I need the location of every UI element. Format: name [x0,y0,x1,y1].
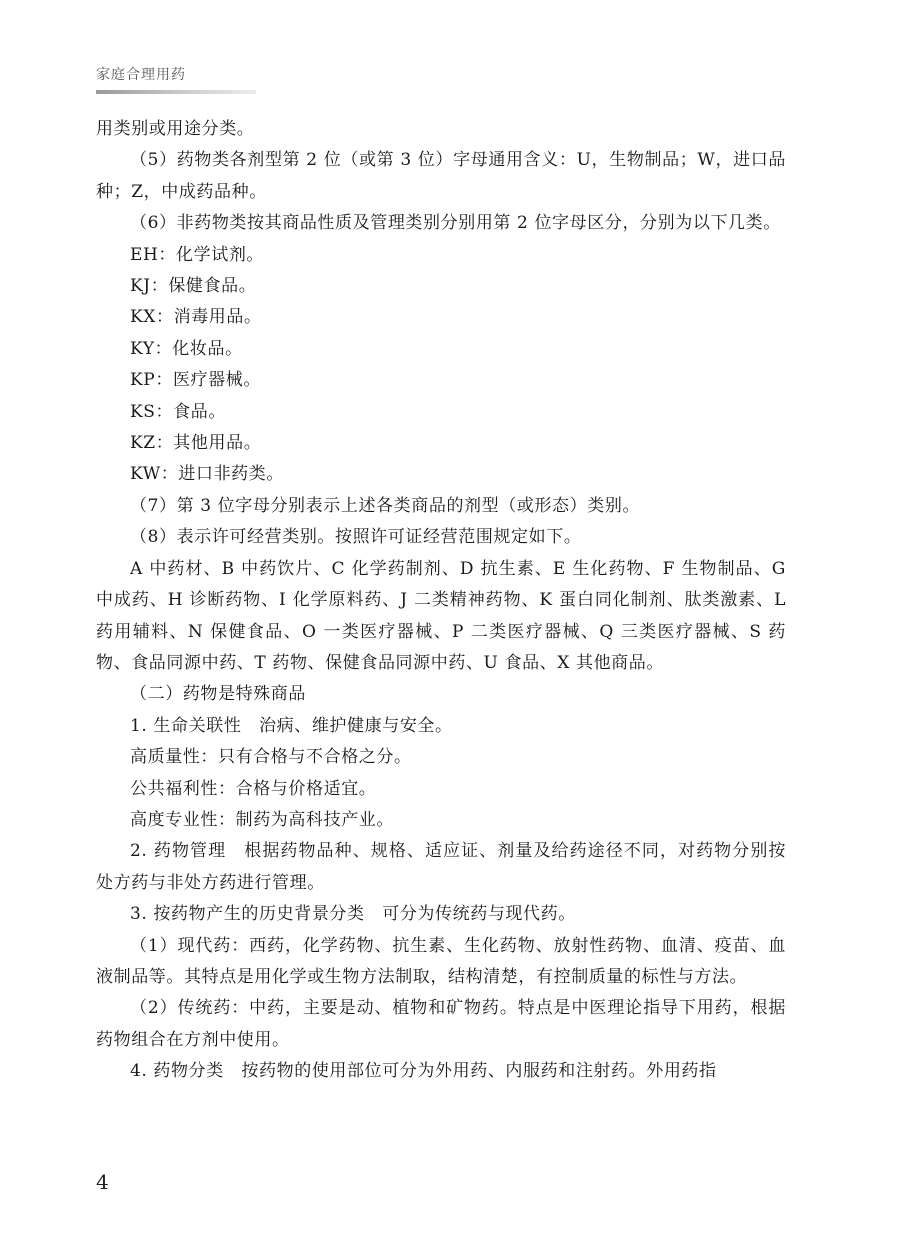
paragraph: KS：食品。 [130,401,226,422]
paragraph: （5）药物类各剂型第 2 位（或第 3 位）字母通用含义：U，生物制品；W，进口品种；Z，中成药品种。 [96,150,786,202]
paragraph: 高度专业性：制药为高科技产业。 [130,809,394,830]
paragraph: 高质量性：只有合格与不合格之分。 [130,747,412,768]
running-header [96,64,256,94]
paragraph: KW：进口非药类。 [130,464,284,485]
paragraph: 3. 按药物产生的历史背景分类 可分为传统药与现代药。 [130,904,576,925]
header-rule [96,90,256,94]
paragraph: （7）第 3 位字母分别表示上述各类商品的剂型（或形态）类别。 [130,495,641,516]
paragraph: 2. 药物管理 根据药物品种、规格、适应证、剂量及给药途径不同，对药物分别按处方药与非处方药进行管理。 [96,841,786,893]
paragraph: （8）表示许可经营类别。按照许可证经营范围规定如下。 [130,527,582,548]
paragraph: 1. 生命关联性 治病、维护健康与安全。 [130,715,453,736]
paragraph: 4. 药物分类 按药物的使用部位可分为外用药、内服药和注射药。外用药指 [130,1061,717,1082]
book-title: 家庭合理用药 [96,67,186,83]
paragraph: EH：化学试剂。 [130,244,265,265]
paragraph: 公共福利性：合格与价格适宜。 [130,778,377,799]
paragraph: （1）现代药：西药，化学药物、抗生素、生化药物、放射性药物、血清、疫苗、血液制品等。其特点是用化学或生物方法制取，结构清楚，有控制质量的标性与方法。 [96,935,786,987]
paragraph: KJ：保健食品。 [130,276,257,297]
paragraph: KP：医疗器械。 [130,370,261,391]
paragraph: KZ：其他用品。 [130,433,262,454]
page-number: 4 [96,1170,109,1194]
body-text [96,114,786,1088]
paragraph: （6）非药物类按其商品性质及管理类别分别用第 2 位字母区分，分别为以下几类。 [130,213,781,234]
paragraph: KY：化妆品。 [130,338,243,359]
paragraph: KX：消毒用品。 [130,307,262,328]
paragraph: A 中药材、B 中药饮片、C 化学药制剂、D 抗生素、E 生化药物、F 生物制品、G 中成药、H 诊断药物、I 化学原料药、J 二类精神药物、K 蛋白同化制剂、肽类激素、L 药用辅料、N 保健食品、O 一类医疗器械、P 二类医疗器械、Q 三类医疗器械、S 药物、食品同源中药、T 药物、保健食品同源中药、U 食品、X 其他商品。 [96,558,786,673]
paragraph: 用类别或用途分类。 [96,119,255,139]
paragraph: （二）药物是特殊商品 [130,684,306,705]
paragraph: （2）传统药：中药，主要是动、植物和矿物药。特点是中医理论指导下用药，根据药物组合在方剂中使用。 [96,998,786,1050]
